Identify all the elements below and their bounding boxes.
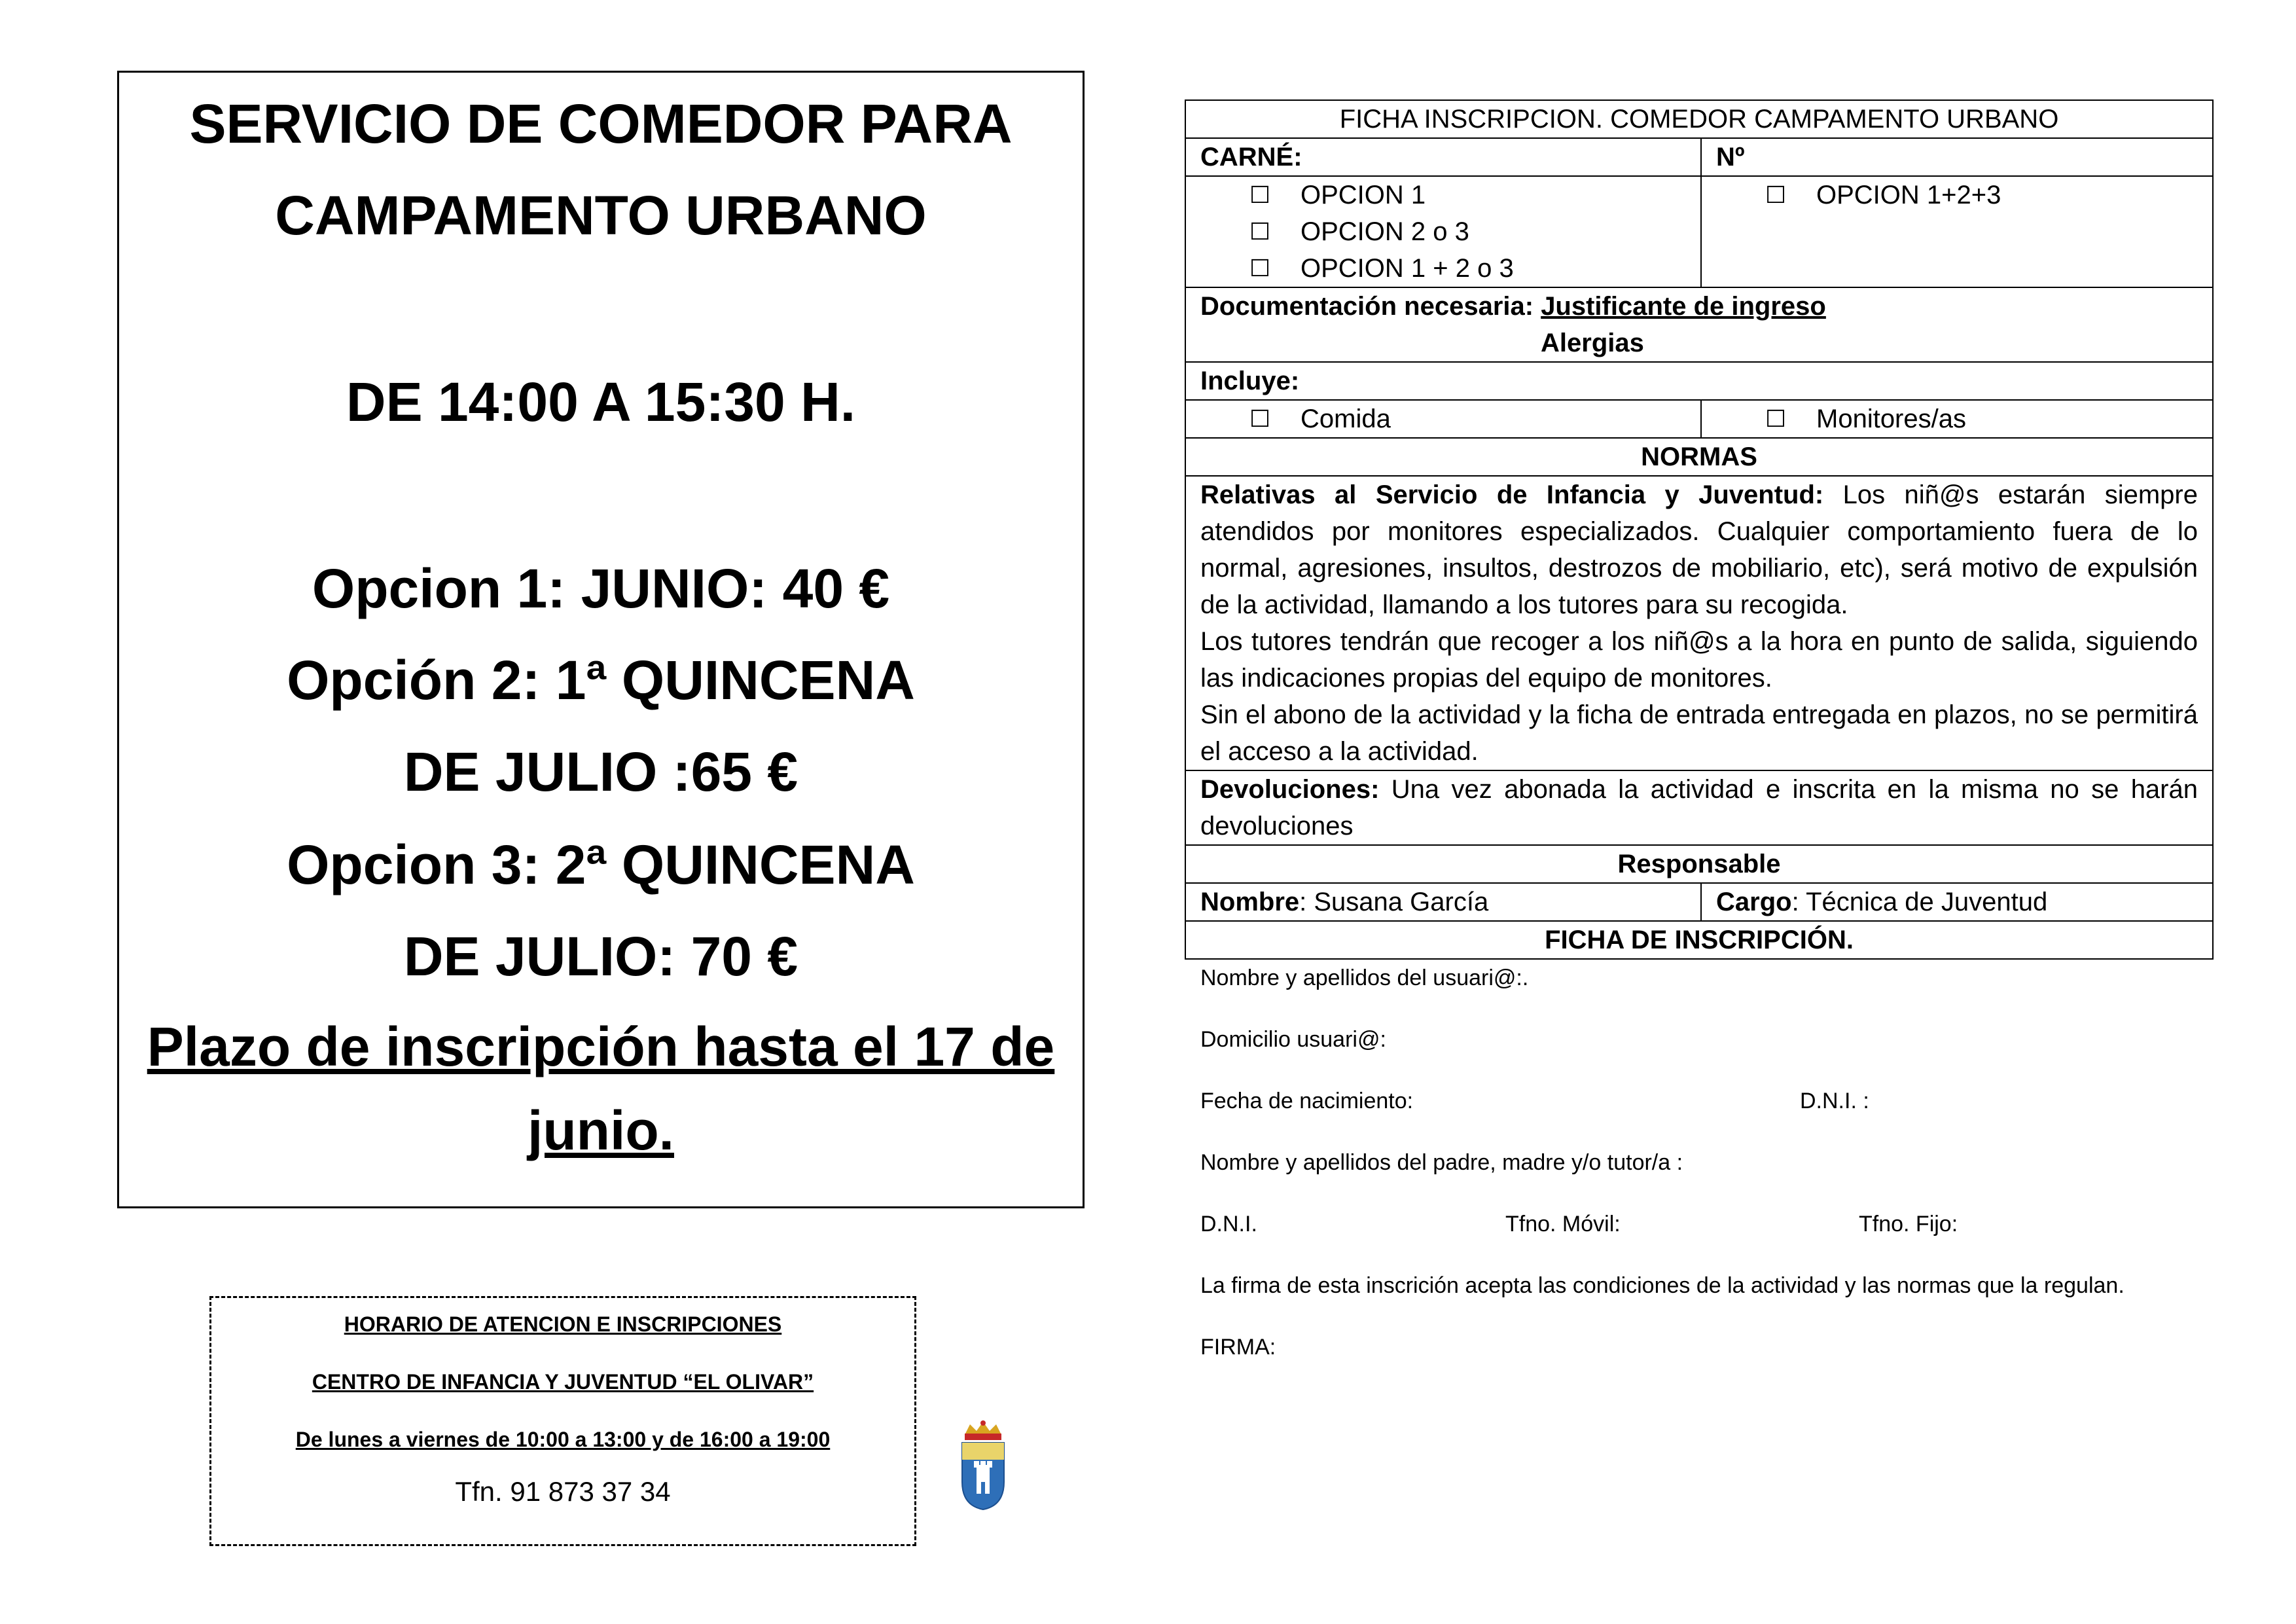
doc-item-receipt: Justificante de ingreso — [1541, 292, 1826, 321]
tutor-dni-field[interactable]: D.N.I. — [1200, 1212, 1257, 1236]
normas-title: NORMAS — [1641, 442, 1757, 471]
signature-field[interactable]: FIRMA: — [1200, 1335, 1276, 1360]
opening-hours: De lunes a viernes de 10:00 a 13:00 y de 16:00 a 19:00 — [295, 1428, 831, 1451]
checkbox-icon: ☐ — [1765, 181, 1787, 208]
checkbox-icon: ☐ — [1765, 405, 1787, 432]
carne-label: CARNÉ: — [1186, 139, 1702, 175]
birth-date-field[interactable]: Fecha de nacimiento: — [1200, 1089, 1414, 1113]
ficha-title: FICHA DE INSCRIPCIÓN. — [1545, 926, 1854, 954]
acceptance-text: La firma de esta inscrición acepta las condiciones de la actividad y las normas que la regulan. — [1200, 1273, 2125, 1298]
option-1-label: OPCION 1 — [1300, 181, 1426, 209]
normas-text-row — [1185, 477, 2214, 771]
checkbox-icon: ☐ — [1249, 181, 1271, 208]
incluye-row — [1185, 363, 2214, 401]
registration-form-table — [1185, 99, 2214, 960]
normas-paragraph-2: Los tutores tendrán que recoger a los niñ@s a la hora en punto de salida, siguiendo las indicaciones propias del equipo de monitores. — [1200, 627, 2198, 693]
responsable-row — [1185, 884, 2214, 922]
poster-option2-line1: Opción 2: 1ª QUINCENA — [287, 649, 915, 711]
poster-schedule: DE 14:00 A 15:30 H. — [346, 371, 856, 433]
doc-label: Documentación necesaria: — [1200, 292, 1534, 321]
option-2-3-label: OPCION 2 o 3 — [1300, 217, 1469, 246]
carne-row — [1185, 139, 2214, 177]
poster-option3-line2: DE JULIO: 70 € — [403, 926, 798, 987]
devoluciones-text: Una vez abonada la actividad e inscrita en la misma no se harán devoluciones — [1200, 775, 2198, 840]
municipal-crest-icon — [957, 1419, 1009, 1511]
form-title-row — [1185, 99, 2214, 139]
devoluciones-label: Devoluciones: — [1200, 775, 1380, 804]
poster-option2-line2: DE JULIO :65 € — [403, 741, 798, 803]
option-all-checkbox[interactable] — [1702, 177, 2212, 213]
monitores-checkbox[interactable] — [1702, 401, 2212, 437]
incluye-options-row — [1185, 401, 2214, 439]
monitores-label: Monitores/as — [1816, 405, 1966, 433]
poster-option3-line1: Opcion 3: 2ª QUINCENA — [287, 834, 915, 895]
form-title: FICHA INSCRIPCION. COMEDOR CAMPAMENTO URBANO — [1339, 105, 2059, 134]
incluye-label: Incluye: — [1200, 367, 1300, 395]
responsable-title: Responsable — [1617, 850, 1781, 878]
normas-paragraph-1: Los niñ@s estarán siempre atendidos por monitores especializados. Cualquier comportamiento fuera de lo normal, agresiones, insultos, destrozos de mobiliario, etc), será motivo de expulsión de la actividad, llamando a los tutores para su recogida. — [1200, 480, 2198, 619]
documentation-row — [1185, 288, 2214, 363]
poster-title-line2: CAMPAMENTO URBANO — [275, 185, 927, 246]
option-1-checkbox[interactable] — [1186, 177, 1700, 213]
ficha-title-row — [1185, 922, 2214, 960]
devoluciones-row — [1185, 771, 2214, 846]
cargo-value: : Técnica de Juventud — [1791, 888, 2048, 916]
checkbox-icon: ☐ — [1249, 255, 1271, 281]
normas-title-row — [1185, 439, 2214, 477]
checkbox-icon: ☐ — [1249, 405, 1271, 432]
options-row — [1185, 177, 2214, 288]
poster-deadline-line2: junio. — [528, 1100, 674, 1161]
option-all-label: OPCION 1+2+3 — [1816, 181, 2001, 209]
tutor-name-field[interactable]: Nombre y apellidos del padre, madre y/o tutor/a : — [1200, 1150, 1683, 1175]
normas-lead: Relativas al Servicio de Infancia y Juventud: — [1200, 480, 1824, 509]
comida-checkbox[interactable] — [1186, 401, 1700, 437]
option-1-2-3-checkbox[interactable] — [1186, 250, 1700, 287]
phone-number: Tfn. 91 873 37 34 — [455, 1476, 671, 1507]
option-1-2-3-label: OPCION 1 + 2 o 3 — [1300, 254, 1514, 283]
cargo-label: Cargo — [1716, 888, 1792, 916]
comida-label: Comida — [1300, 405, 1391, 433]
user-dni-field[interactable]: D.N.I. : — [1800, 1089, 1869, 1113]
normas-paragraph-3: Sin el abono de la actividad y la ficha de entrada entregada en plazos, no se permitirá el acceso a la actividad. — [1200, 700, 2198, 766]
hours-info-box — [209, 1296, 916, 1546]
hours-title: HORARIO DE ATENCION E INSCRIPCIONES — [344, 1312, 782, 1336]
numero-label: Nº — [1716, 143, 1745, 171]
poster-box — [117, 71, 1085, 1208]
checkbox-icon: ☐ — [1249, 218, 1271, 245]
center-name: CENTRO DE INFANCIA Y JUVENTUD “EL OLIVAR” — [312, 1370, 814, 1394]
option-2-3-checkbox[interactable] — [1186, 213, 1700, 250]
poster-deadline-line1: Plazo de inscripción hasta el 17 de — [147, 1016, 1055, 1077]
responsable-title-row — [1185, 846, 2214, 884]
mobile-phone-field[interactable]: Tfno. Móvil: — [1505, 1212, 1621, 1236]
user-address-field[interactable]: Domicilio usuari@: — [1200, 1027, 1386, 1052]
nombre-label: Nombre — [1200, 888, 1300, 916]
poster-option1: Opcion 1: JUNIO: 40 € — [312, 558, 890, 619]
user-name-field[interactable]: Nombre y apellidos del usuari@:. — [1200, 965, 1529, 990]
nombre-value: : Susana García — [1299, 888, 1489, 916]
doc-item-allergies: Alergias — [1541, 329, 1644, 357]
poster-title-line1: SERVICIO DE COMEDOR PARA — [189, 93, 1013, 154]
landline-phone-field[interactable]: Tfno. Fijo: — [1859, 1212, 1958, 1236]
